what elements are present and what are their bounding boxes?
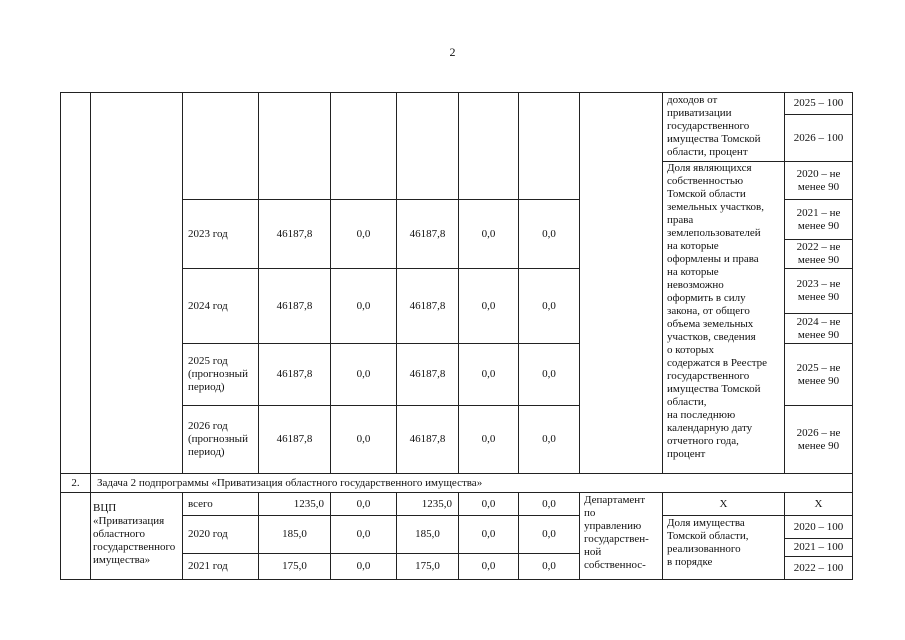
value-cell: 2026 – не менее 90 — [784, 405, 853, 474]
total-cell: 46187,8 — [258, 199, 331, 269]
vneb-cell: 0,0 — [518, 199, 580, 269]
value-cell: 2025 – не менее 90 — [784, 343, 853, 406]
vcp-mest-cell: 0,0 — [458, 492, 519, 516]
vcp-indicator-x: Х — [662, 492, 785, 516]
total-cell: 46187,8 — [258, 405, 331, 474]
total-cell: 46187,8 — [258, 268, 331, 344]
fed-cell: 0,0 — [330, 268, 397, 344]
vcp-vneb-cell: 0,0 — [518, 515, 580, 554]
vcp-year-cell: всего — [182, 492, 259, 516]
vcp-obl-cell: 185,0 — [396, 515, 459, 554]
value-cell: 2020 – не менее 90 — [784, 161, 853, 200]
vcp-year-cell: 2021 год — [182, 553, 259, 580]
indicator-cell-main: Доля являющихся собственностью Томской области земельных участков, права землепользователей на которые оформлены и права на которые невозможно оформить в силу закона, от общего объема земельных участков, сведения о которых содержатся в Реестре государственного имущества Томской области, на последнюю календарную дату отчетного года, процент — [662, 161, 785, 474]
task-number: 2. — [60, 473, 91, 493]
vcp-vneb-cell: 0,0 — [518, 553, 580, 580]
vcp-value-cell: 2021 – 100 — [784, 538, 853, 557]
year-cell-empty — [182, 92, 259, 200]
indicator-cell-top: доходов от приватизации государственного имущества Томской области, процент — [662, 92, 785, 162]
vneb-cell: 0,0 — [518, 343, 580, 406]
page-number: 2 — [449, 45, 456, 59]
total-cell-empty — [258, 92, 331, 200]
value-cell: 2026 – 100 — [784, 114, 853, 162]
mest-cell: 0,0 — [458, 199, 519, 269]
vcp-total-cell: 185,0 — [258, 515, 331, 554]
task-title: Задача 2 подпрограммы «Приватизация областного государственного имущества» — [90, 473, 853, 493]
value-cell: 2022 – не менее 90 — [784, 239, 853, 269]
vcp-obl-cell: 1235,0 — [396, 492, 459, 516]
vcp-total-cell: 175,0 — [258, 553, 331, 580]
value-cell: 2025 – 100 — [784, 92, 853, 115]
vcp-value-cell: 2022 – 100 — [784, 556, 853, 580]
year-cell: 2024 год — [182, 268, 259, 344]
executor-cell-upper — [579, 92, 663, 474]
obl-cell: 46187,8 — [396, 199, 459, 269]
vcp-fed-cell: 0,0 — [330, 553, 397, 580]
value-cell: 2023 – не менее 90 — [784, 268, 853, 314]
num-cell-upper — [60, 92, 91, 474]
value-cell: 2024 – не менее 90 — [784, 313, 853, 344]
vcp-total-cell: 1235,0 — [258, 492, 331, 516]
obl-cell: 46187,8 — [396, 405, 459, 474]
fed-cell: 0,0 — [330, 405, 397, 474]
vneb-cell: 0,0 — [518, 268, 580, 344]
value-cell: 2021 – не менее 90 — [784, 199, 853, 240]
mest-cell: 0,0 — [458, 268, 519, 344]
vcp-executor: Департамент по управлению государствен- ной собственнос- — [579, 492, 663, 580]
obl-cell: 46187,8 — [396, 343, 459, 406]
obl-cell: 46187,8 — [396, 268, 459, 344]
vcp-mest-cell: 0,0 — [458, 515, 519, 554]
fed-cell: 0,0 — [330, 199, 397, 269]
mest-cell: 0,0 — [458, 405, 519, 474]
vcp-year-cell: 2020 год — [182, 515, 259, 554]
fed-cell: 0,0 — [330, 343, 397, 406]
vcp-fed-cell: 0,0 — [330, 515, 397, 554]
num-cell-lower — [60, 492, 91, 580]
fed-cell-empty — [330, 92, 397, 200]
mest-cell-empty — [458, 92, 519, 200]
vcp-value-cell: 2020 – 100 — [784, 515, 853, 539]
obl-cell-empty — [396, 92, 459, 200]
vcp-value-x: Х — [784, 492, 853, 516]
mest-cell: 0,0 — [458, 343, 519, 406]
year-cell: 2023 год — [182, 199, 259, 269]
vcp-mest-cell: 0,0 — [458, 553, 519, 580]
vcp-obl-cell: 175,0 — [396, 553, 459, 580]
year-cell: 2025 год (прогнозный период) — [182, 343, 259, 406]
vneb-cell: 0,0 — [518, 405, 580, 474]
total-cell: 46187,8 — [258, 343, 331, 406]
name-cell-upper — [90, 92, 183, 474]
year-cell: 2026 год (прогнозный период) — [182, 405, 259, 474]
vcp-fed-cell: 0,0 — [330, 492, 397, 516]
vneb-cell-empty — [518, 92, 580, 200]
vcp-indicator: Доля имущества Томской области, реализованного в порядке — [662, 515, 785, 580]
vcp-vneb-cell: 0,0 — [518, 492, 580, 516]
vcp-name: ВЦП «Приватизация областного государственного имущества» — [90, 492, 183, 580]
